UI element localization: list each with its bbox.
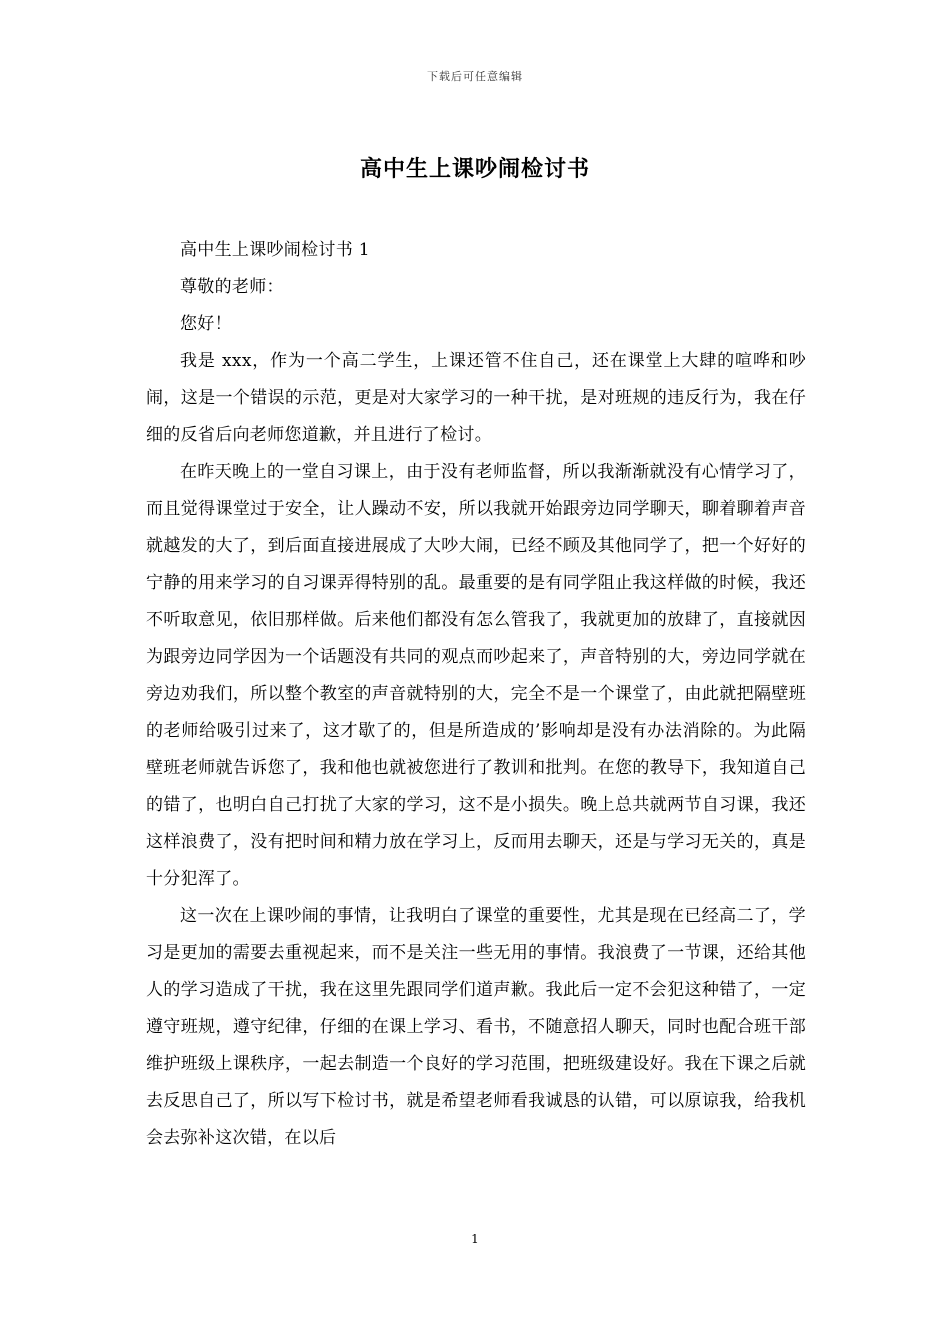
header-note: 下载后可任意编辑 [427,70,523,83]
paragraph-incident: 在昨天晚上的一堂自习课上，由于没有老师监督，所以我渐渐就没有心情学习了，而且觉得课堂过于安全，让人躁动不安，所以我就开始跟旁边同学聊天，聊着聊着声音就越发的大了，到后面直接进展成了大吵大闹，已经不顾及其他同学了，把一个好好的宁静的用来学习的自习课弄得特别的乱。最重要的是有同学阻止我这样做的时候，我还不听取意见，依旧那样做。后来他们都没有怎么管我了，我就更加的放肆了，直接就因为跟旁边同学因为一个话题没有共同的观点而吵起来了，声音特别的大，旁边同学就在旁边劝我们，所以整个教室的声音就特别的大，完全不是一个课堂了，由此就把隔壁班的老师给吸引过来了，这才歇了的，但是所造成的’影响却是没有办法消除的。为此隔壁班老师就告诉您了，我和他也就被您进行了教训和批判。在您的教导下，我知道自己的错了，也明白自己打扰了大家的学习，这不是小损失。晚上总共就两节自习课，我还这样浪费了，没有把时间和精力放在学习上，反而用去聊天，还是与学习无关的，真是十分犯浑了。 [146,462,806,889]
paragraph-intro: 我是 xxx，作为一个高二学生，上课还管不住自己，还在课堂上大肆的喧哗和吵闹，这是一个错误的示范，更是对大家学习的一种干扰，是对班规的违反行为，我在仔细的反省后向老师您道歉，并且进行了检讨。 [146,351,806,445]
section-heading: 高中生上课吵闹检讨书 1 [180,240,370,260]
salutation: 尊敬的老师： [180,277,284,297]
document-title: 高中生上课吵闹检讨书 [359,156,590,182]
paragraph-reflection: 这一次在上课吵闹的事情，让我明白了课堂的重要性，尤其是现在已经高二了，学习是更加的需要去重视起来，而不是关注一些无用的事情。我浪费了一节课，还给其他人的学习造成了干扰，我在这里先跟同学们道声歉。我此后一定不会犯这种错了，一定遵守班规，遵守纪律，仔细的在课上学习、看书，不随意招人聊天，同时也配合班干部维护班级上课秩序，一起去制造一个良好的学习范围，把班级建设好。我在下课之后就去反思自己了，所以写下检讨书，就是希望老师看我诚恳的认错，可以原谅我，给我机会去弥补这次错，在以后 [146,906,806,1148]
page-number: 1 [471,1232,479,1246]
greeting: 您好！ [180,314,232,334]
document-body [146,232,806,1157]
